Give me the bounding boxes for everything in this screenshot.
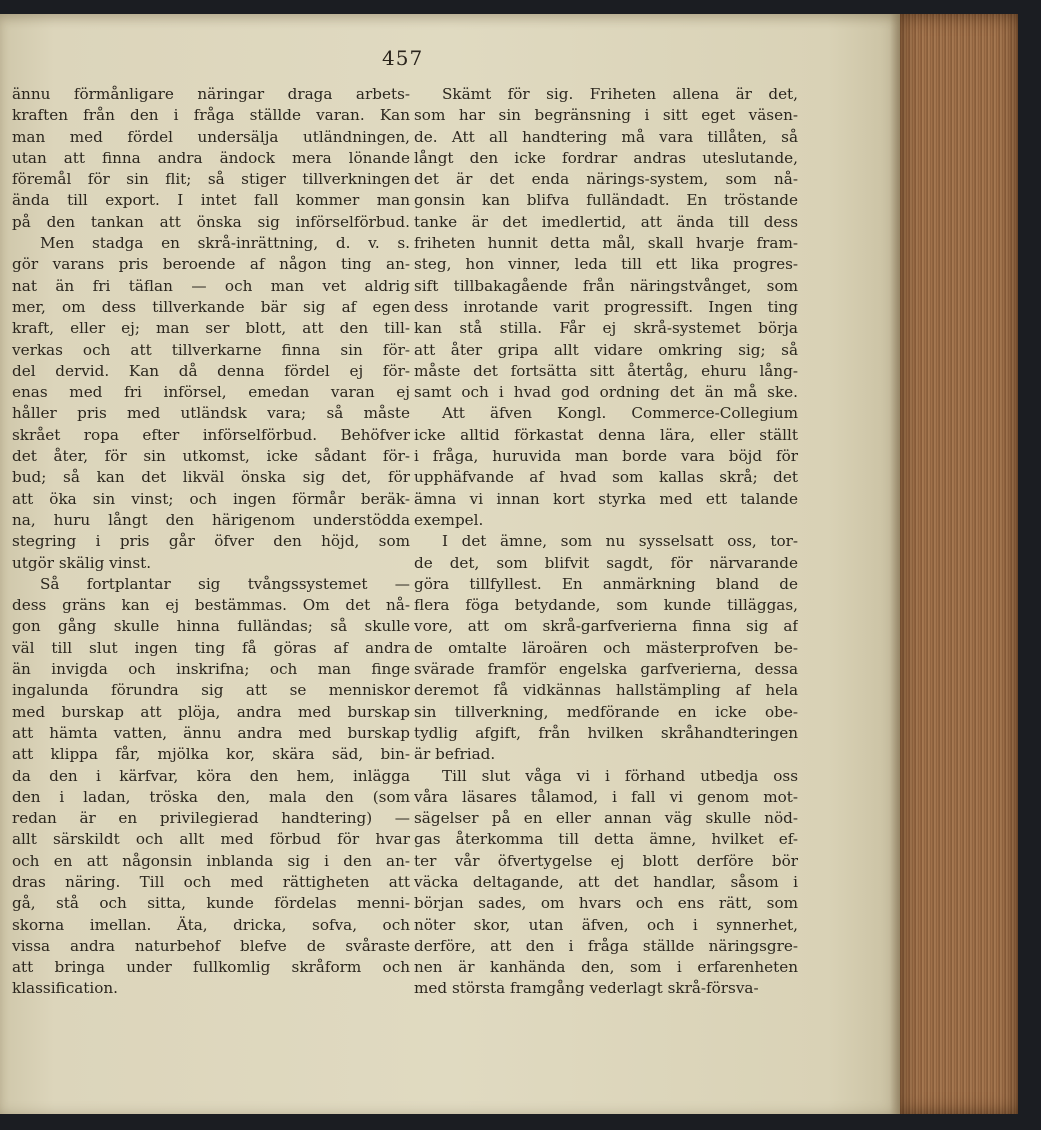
text-line: våra läsares tålamod, i fall vi genom mot- [414, 787, 798, 806]
book-fore-edge [900, 14, 1018, 1114]
text-line: flera föga betydande, som kunde tilläggas, [414, 596, 798, 615]
text-line: da den i kärfvar, köra den hem, inlägga [12, 766, 410, 785]
text-line: kraften från den i fråga ställde varan. Kan [12, 106, 410, 125]
text-line: redan är en privilegierad handtering) — [12, 809, 410, 828]
text-line: det åter, för sin utkomst, icke sådant för- [12, 447, 410, 466]
text-line: I det ämne, som nu sysselsatt oss, tor- [442, 532, 798, 551]
text-line: Till slut våga vi i förhand utbedja oss [442, 766, 798, 785]
text-line: på den tankan att önska sig införselförbud. [12, 212, 410, 231]
text-line: kan stå stilla. Får ej skrå-systemet börja [414, 319, 798, 338]
text-line: gör varans pris beroende af någon ting an- [12, 255, 410, 274]
text-line: med största framgång vederlagt skrå-försva- [414, 979, 759, 998]
text-line: vore, att om skrå-garfverierna finna sig af [414, 617, 798, 636]
text-line: tydlig afgift, från hvilken skråhandteringen [414, 723, 798, 742]
text-line: dess gräns kan ej bestämmas. Om det nå- [12, 596, 410, 615]
text-line: väl till slut ingen ting få göras af andra [12, 638, 410, 657]
text-line: håller pris med utländsk vara; så måste [12, 404, 410, 423]
text-line: ingalunda förundra sig att se menniskor [12, 681, 410, 700]
text-line: allt särskildt och allt med förbud för hvar [12, 830, 410, 849]
text-line: ännu förmånligare näringar draga arbets- [12, 85, 410, 103]
text-line: göra tillfyllest. En anmärkning bland de [414, 574, 798, 593]
text-line: enas med fri införsel, emedan varan ej [12, 383, 410, 402]
text-line: stegring i pris går öfver den höjd, som [12, 532, 410, 551]
text-line: ter vår öfvertygelse ej blott derföre bör [414, 851, 798, 870]
text-line: del dervid. Kan då denna fördel ej för- [12, 361, 410, 380]
left-text-column [12, 84, 410, 1000]
text-line: derföre, att den i fråga ställde näringsgre- [414, 936, 798, 955]
text-line: de det, som blifvit sagdt, för närvarande [414, 553, 798, 572]
text-line: att klippa får, mjölka kor, skära säd, bin- [12, 745, 410, 764]
text-line: de omtalte läroären och mästerprofven be- [414, 638, 798, 657]
text-line: friheten hunnit detta mål, skall hvarje fram- [414, 234, 798, 253]
text-line: de. Att all handtering må vara tillåten, så [414, 127, 798, 146]
text-line: ämna vi innan kort styrka med ett talande [414, 489, 798, 508]
text-line: att öka sin vinst; och ingen förmår beräk- [12, 489, 410, 508]
text-line: att bringa under fullkomlig skråform och [12, 958, 410, 977]
text-line: kraft, eller ej; man ser blott, att den till- [12, 319, 410, 338]
text-line: sin tillverkning, medförande en icke obe- [414, 702, 798, 721]
text-line: samt och i hvad god ordning det än må ske. [414, 383, 798, 402]
text-line: väcka deltagande, att det handlar, såsom i [414, 872, 798, 891]
text-line: att åter gripa allt vidare omkring sig; så [414, 340, 798, 359]
text-line: skorna imellan. Äta, dricka, sofva, och [12, 915, 410, 934]
text-line: nat än fri täflan — och man vet aldrig [12, 276, 410, 295]
text-line: nen är kanhända den, som i erfarenheten [414, 958, 798, 977]
text-line: bud; så kan det likväl önska sig det, för [12, 468, 410, 487]
text-line: långt den icke fordrar andras uteslutande, [414, 148, 798, 167]
text-line: sift tillbakagående från näringstvånget, som [414, 276, 798, 295]
text-line: gas återkomma till detta ämne, hvilket ef- [414, 830, 798, 849]
text-line: i fråga, huruvida man borde vara böjd för [414, 447, 798, 466]
text-line: klassification. [12, 979, 118, 998]
text-line: gon gång skulle hinna fulländas; så skulle [12, 617, 410, 636]
text-line: det är det enda närings-system, som nå- [414, 170, 798, 189]
right-text-column [414, 84, 798, 1000]
text-line: svärade framför engelska garfverierna, dessa [414, 660, 798, 679]
text-line: Så fortplantar sig tvångssystemet — [40, 574, 410, 593]
text-line: den i ladan, tröska den, mala den (som [12, 787, 410, 806]
text-line: ända till export. I intet fall kommer man [12, 191, 410, 210]
text-line: gå, stå och sitta, kunde fördelas menni- [12, 894, 410, 913]
text-line: na, huru långt den härigenom understödda [12, 510, 410, 529]
text-line: upphäfvande af hvad som kallas skrå; det [414, 468, 798, 487]
text-line: skrået ropa efter införselförbud. Behöfver [12, 425, 410, 444]
text-line: gonsin kan blifva fulländadt. En tröstande [414, 191, 798, 210]
text-line: deremot få vidkännas hallstämpling af hela [414, 681, 798, 700]
text-line: att hämta vatten, ännu andra med burskap [12, 723, 410, 742]
text-line: än invigda och inskrifna; och man finge [12, 660, 410, 679]
text-line: man med fördel undersälja utländningen, [12, 127, 410, 146]
text-line: nöter skor, utan äfven, och i synnerhet, [414, 915, 798, 934]
text-line: början sades, om hvars och ens rätt, som [414, 894, 798, 913]
text-line: Att äfven Kongl. Commerce-Collegium [442, 404, 798, 423]
text-line: och en att någonsin inblanda sig i den an- [12, 851, 410, 870]
text-line: utgör skälig vinst. [12, 553, 152, 572]
text-line: Men stadga en skrå-inrättning, d. v. s. [40, 234, 410, 253]
text-line: är befriad. [414, 745, 496, 764]
text-line: dras näring. Till och med rättigheten att [12, 872, 410, 891]
text-line: vissa andra naturbehof blefve de svåraste [12, 936, 410, 955]
text-line: mer, om dess tillverkande bär sig af egen [12, 297, 410, 316]
text-line: utan att finna andra ändock mera lönande [12, 148, 410, 167]
page-number: 457 [382, 46, 424, 70]
text-line: med burskap att plöja, andra med burskap [12, 702, 410, 721]
text-line: sägelser på en eller annan väg skulle nöd- [414, 809, 798, 828]
text-line: föremål för sin flit; så stiger tillverkningen [12, 170, 410, 189]
text-line: som har sin begränsning i sitt eget väsen- [414, 106, 798, 125]
text-line: exempel. [414, 510, 484, 529]
text-line: steg, hon vinner, leda till ett lika progres- [414, 255, 798, 274]
text-line: icke alltid förkastat denna lära, eller ställt [414, 425, 798, 444]
text-line: verkas och att tillverkarne finna sin för- [12, 340, 410, 359]
text-line: dess inrotande varit progressift. Ingen ting [414, 297, 798, 316]
text-line: måste det fortsätta sitt återtåg, ehuru lång- [414, 361, 798, 380]
text-line: Skämt för sig. Friheten allena är det, [442, 85, 798, 103]
text-line: tanke är det imedlertid, att ända till dess [414, 212, 798, 231]
